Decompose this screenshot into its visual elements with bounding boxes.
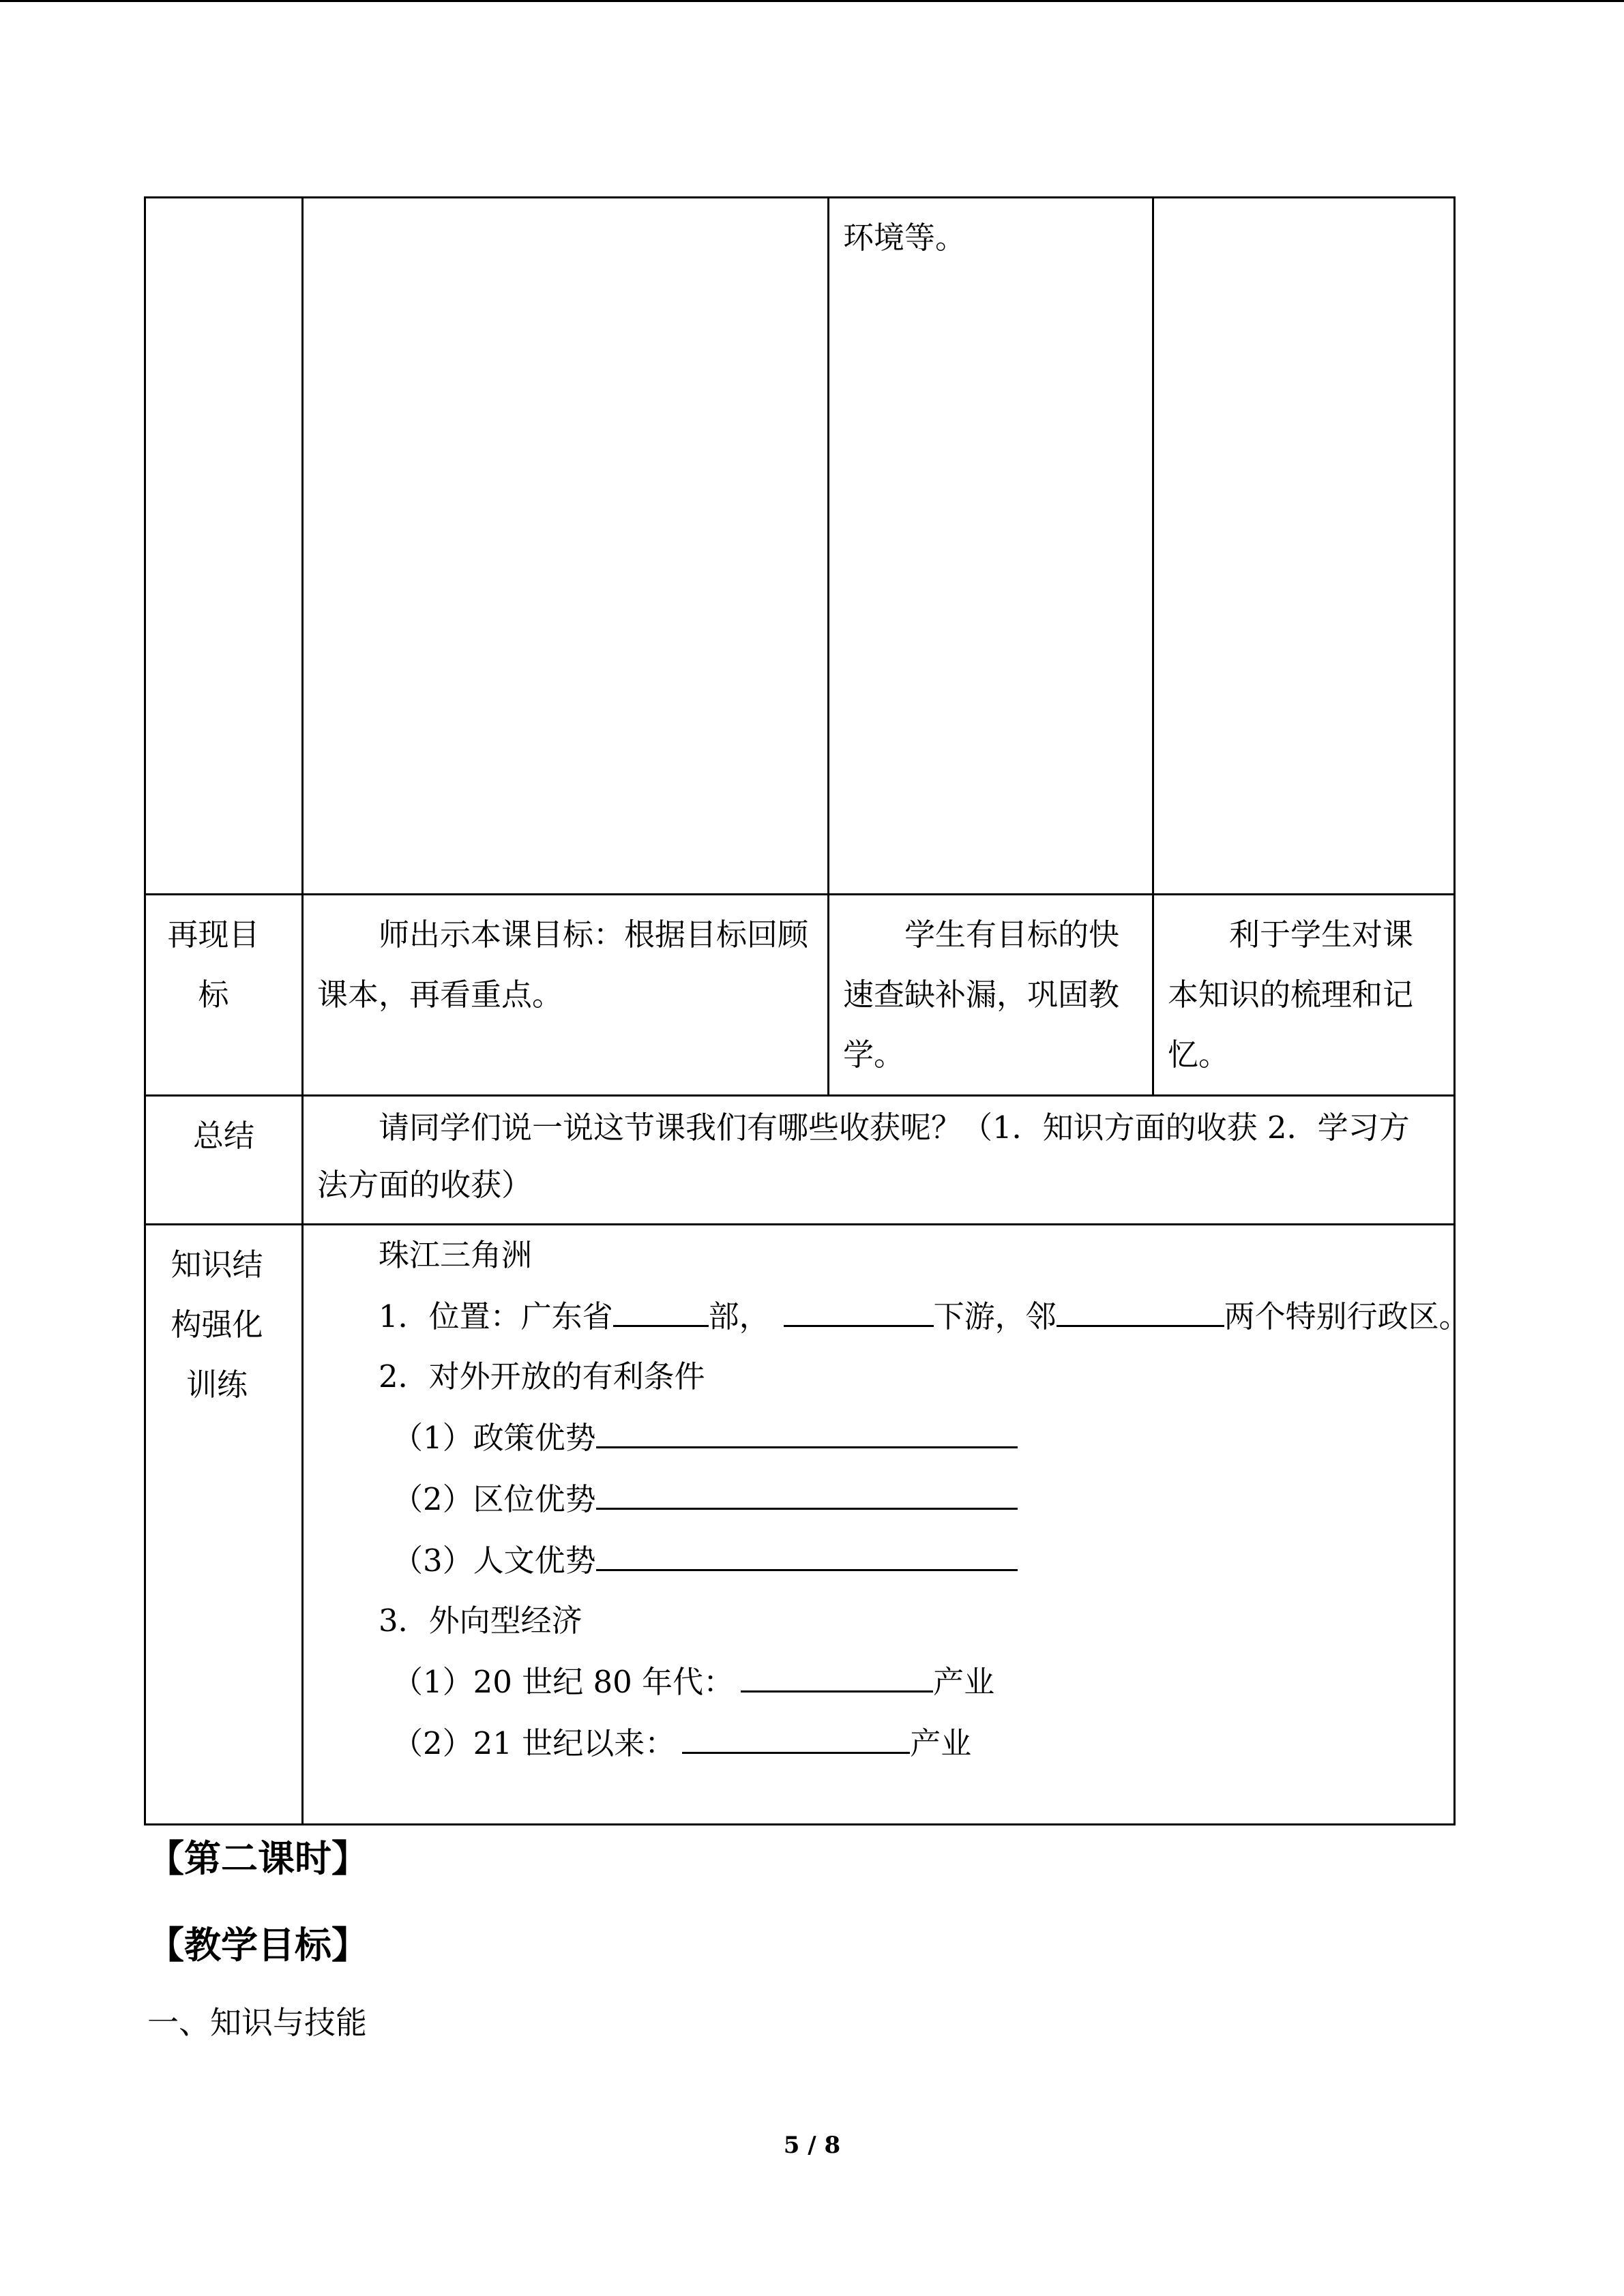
row-label-review-goals: 再现目标 (145, 895, 303, 1096)
continued-text: 环境等。 (843, 220, 966, 256)
top-border-line (0, 0, 1624, 2)
heading-second-period: 【第二课时】 (147, 1837, 368, 1880)
row-label-summary: 总结 (145, 1096, 303, 1225)
cell-student-continued (829, 198, 1153, 895)
blank-culture (596, 1530, 1018, 1571)
student-activity: 学生有目标的快速查缺补漏，巩固教学。 (829, 895, 1153, 1096)
item-1980s: （1）20 世纪 80 年代： 产业 (317, 1651, 1440, 1712)
cell-label-empty (145, 198, 303, 895)
cell-intent-empty (1153, 198, 1455, 895)
cell-teacher-empty (303, 198, 829, 895)
table-row-continued (145, 198, 1455, 895)
section-title: 珠江三角洲 (379, 1237, 533, 1273)
blank-policy (596, 1407, 1018, 1448)
design-intent: 利于学生对课本知识的梳理和记忆。 (1153, 895, 1455, 1096)
teacher-activity: 师出示本课目标：根据目标回顾课本，再看重点。 (303, 895, 829, 1096)
blank-province-part (613, 1285, 709, 1327)
item-policy: （1）政策优势 (317, 1407, 1440, 1468)
table-row-summary (145, 1096, 1455, 1225)
table-row-review-goals (145, 895, 1455, 1096)
item-economy: 3．外向型经济 (379, 1602, 582, 1639)
row-label-knowledge-structure: 知识结构强化训练 (145, 1225, 303, 1825)
subheading-knowledge-skills: 一、知识与技能 (147, 2004, 367, 2041)
blank-21st-century (682, 1712, 910, 1754)
item-location: 1．位置：广东省 部， 下游，邻 两个特别行政区。 (317, 1285, 1440, 1347)
lesson-plan-table (144, 196, 1470, 1825)
blank-location-advantage (596, 1468, 1018, 1510)
item-21st-century: （2）21 世纪以来： 产业 (317, 1712, 1440, 1774)
blank-1980s (741, 1651, 933, 1693)
summary-content: 请同学们说一说这节课我们有哪些收获呢？（1．知识方面的收获 2．学习方法方面的收获） (303, 1096, 1455, 1225)
item-location-advantage: （2）区位优势 (317, 1468, 1440, 1530)
table-row-knowledge-structure (145, 1225, 1455, 1825)
item-culture: （3）人文优势 (317, 1530, 1440, 1591)
page-number: 5 / 8 (783, 2132, 841, 2159)
knowledge-structure-content (303, 1225, 1470, 1825)
heading-teaching-goals: 【教学目标】 (147, 1924, 368, 1967)
blank-regions (1057, 1285, 1224, 1327)
item-conditions: 2．对外开放的有利条件 (379, 1358, 705, 1395)
blank-river (784, 1285, 934, 1327)
